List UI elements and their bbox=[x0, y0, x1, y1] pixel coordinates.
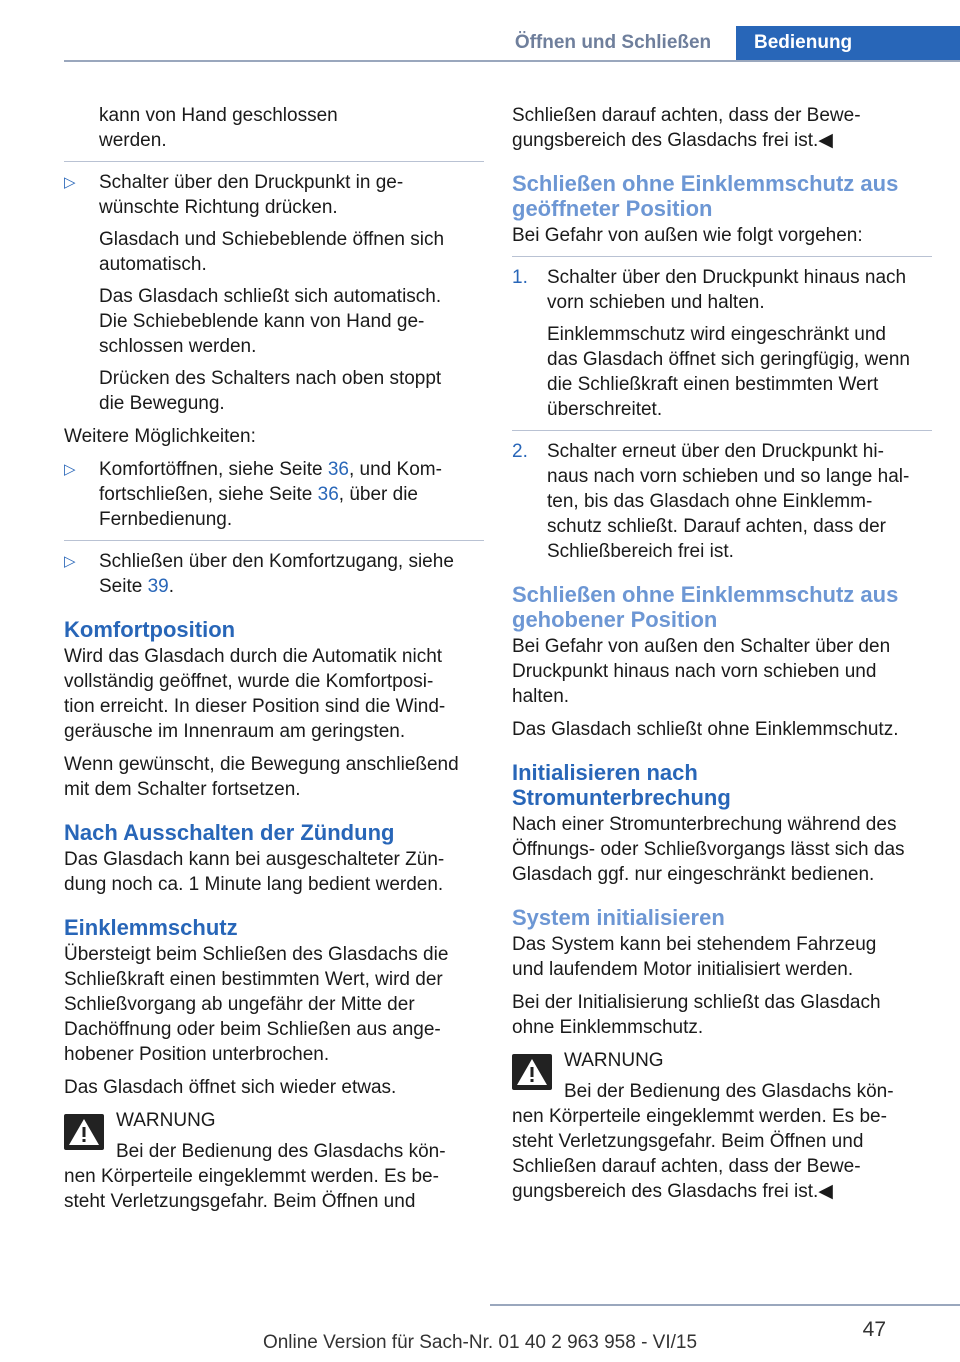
warning-box: WARNUNG Bei der Bedienung des Glasdachs kön- nen Körperteile eingeklemmt werden. Es be- steht Verletzungsgefahr. Beim Öffnen und Schließen darauf achten, dass der Bewe- gungsbereich des Glasdachs frei ist.◀ bbox=[512, 1048, 932, 1204]
paragraph: Das Glasdach öffnet sich wieder etwas. bbox=[64, 1077, 397, 1098]
warning-text: Bei der Bedienung des Glasdachs kön- bbox=[116, 1141, 446, 1162]
page-link[interactable]: 39 bbox=[147, 576, 169, 597]
header-rule bbox=[64, 60, 960, 62]
step-number: 1. bbox=[512, 267, 528, 288]
list-separator bbox=[64, 540, 484, 541]
paragraph: Weitere Möglichkeiten: bbox=[64, 426, 256, 447]
paragraph: Übersteigt beim Schließen des Glasdachs die Schließkraft einen bestimmten Wert, wird der Schließvorgang ab ungefähr der Mitte der Dachöffnung oder beim Schließen aus ange- hobener Position unterbrochen. bbox=[64, 944, 449, 1065]
step-number: 2. bbox=[512, 441, 528, 462]
page-link[interactable]: 36 bbox=[317, 484, 339, 505]
list-separator bbox=[512, 430, 932, 431]
heading-initialisieren: Initialisieren nach Stromunterbrechung bbox=[512, 760, 731, 810]
numbered-step: 1. Schalter über den Druckpunkt hinaus nach vorn schieben und halten. Einklemmschutz wird eingeschränkt und das Glasdach öffnet sich geringfügig, wenn die Schließkraft einen bestimmten Wert überschreitet. bbox=[512, 267, 910, 420]
heading-einklemmschutz: Einklemmschutz bbox=[64, 915, 238, 940]
paragraph: Das Glasdach schließt ohne Einklemmschutz. bbox=[512, 719, 899, 740]
paragraph: Wenn gewünscht, die Bewegung anschließend mit dem Schalter fortsetzen. bbox=[64, 754, 459, 800]
warning-title: WARNUNG bbox=[116, 1110, 216, 1131]
page-number: 47 bbox=[862, 1318, 886, 1341]
heading-system: System initialisieren bbox=[512, 905, 725, 930]
heading-geoeffnet: Schließen ohne Einklemmschutz aus geöffneter Position bbox=[512, 171, 899, 221]
list-item: ▷ Schließen über den Komfortzugang, siehe Seite 39. bbox=[64, 551, 454, 597]
triangle-bullet-icon: ▷ bbox=[64, 174, 76, 191]
triangle-bullet-icon: ▷ bbox=[64, 461, 76, 478]
heading-zuendung: Nach Ausschalten der Zündung bbox=[64, 820, 395, 845]
paragraph: Schließen darauf achten, dass der Bewe- gungsbereich des Glasdachs frei ist.◀ bbox=[512, 105, 861, 151]
list-item: ▷ Schalter über den Druckpunkt in ge- wünschte Richtung drücken. Glasdach und Schiebeblende öffnen sich automatisch. Das Glasdach schließt sich automatisch. Die Schiebeblende kann von Hand ge- schlossen werden. Drücken des Schalters nach oben stoppt die Bewegung. bbox=[64, 172, 445, 414]
numbered-step: 2. Schalter erneut über den Druckpunkt hi- naus nach vorn schieben und so lange hal- ten, bis das Glasdach ohne Einklemm- schutz schließt. Darauf achten, dass der Schließbereich frei ist. bbox=[512, 441, 910, 562]
paragraph: Das System kann bei stehendem Fahrzeug und laufendem Motor initialisiert werden. bbox=[512, 934, 877, 980]
list-separator bbox=[64, 161, 484, 162]
heading-gehoben: Schließen ohne Einklemmschutz aus gehobener Position bbox=[512, 582, 899, 632]
paragraph: Das Glasdach kann bei ausgeschalteter Zün- dung noch ca. 1 Minute lang bedient werden. bbox=[64, 849, 445, 895]
list-separator bbox=[512, 256, 932, 257]
footer-text: Online Version für Sach-Nr. 01 40 2 963 958 - VI/15 bbox=[262, 1332, 698, 1353]
paragraph: Bei Gefahr von außen den Schalter über den Druckpunkt hinaus nach vorn schieben und halten. bbox=[512, 636, 891, 707]
heading-komfortposition: Komfortposition bbox=[64, 617, 236, 642]
chapter-tab: Bedienung bbox=[736, 26, 960, 60]
triangle-bullet-icon: ▷ bbox=[64, 553, 76, 570]
warning-text: Bei der Bedienung des Glasdachs kön- bbox=[564, 1081, 894, 1102]
warning-title: WARNUNG bbox=[564, 1050, 664, 1071]
list-item: ▷ Komfortöffnen, siehe Seite 36, und Kom- fortschließen, siehe Seite 36, über die Fernbedienung. bbox=[64, 459, 442, 530]
paragraph: Wird das Glasdach durch die Automatik nicht vollständig geöffnet, wurde die Komfortposi- tion erreicht. In dieser Position sind die Wind- geräusche im Innenraum am geringsten. bbox=[64, 646, 446, 742]
continued-text: kann von Hand geschlossen werden. bbox=[99, 105, 338, 151]
warning-box: WARNUNG Bei der Bedienung des Glasdachs kön- nen Körperteile eingeklemmt werden. Es be- steht Verletzungsgefahr. Beim Öffnen und bbox=[64, 1108, 484, 1214]
right-column bbox=[512, 103, 932, 1204]
page-link[interactable]: 36 bbox=[327, 459, 349, 480]
left-column bbox=[64, 103, 484, 1214]
warning-icon bbox=[64, 1114, 104, 1150]
warning-icon bbox=[512, 1054, 552, 1090]
section-title: Öffnen und Schließen bbox=[514, 32, 712, 53]
paragraph: Bei Gefahr von außen wie folgt vorgehen: bbox=[512, 225, 863, 246]
paragraph: Nach einer Stromunterbrechung während des Öffnungs- oder Schließvorgangs lässt sich das Glasdach ggf. nur eingeschränkt bedienen. bbox=[512, 814, 905, 885]
page-header bbox=[490, 26, 960, 60]
paragraph: Bei der Initialisierung schließt das Glasdach ohne Einklemmschutz. bbox=[512, 992, 881, 1038]
footer-rule bbox=[490, 1304, 960, 1306]
